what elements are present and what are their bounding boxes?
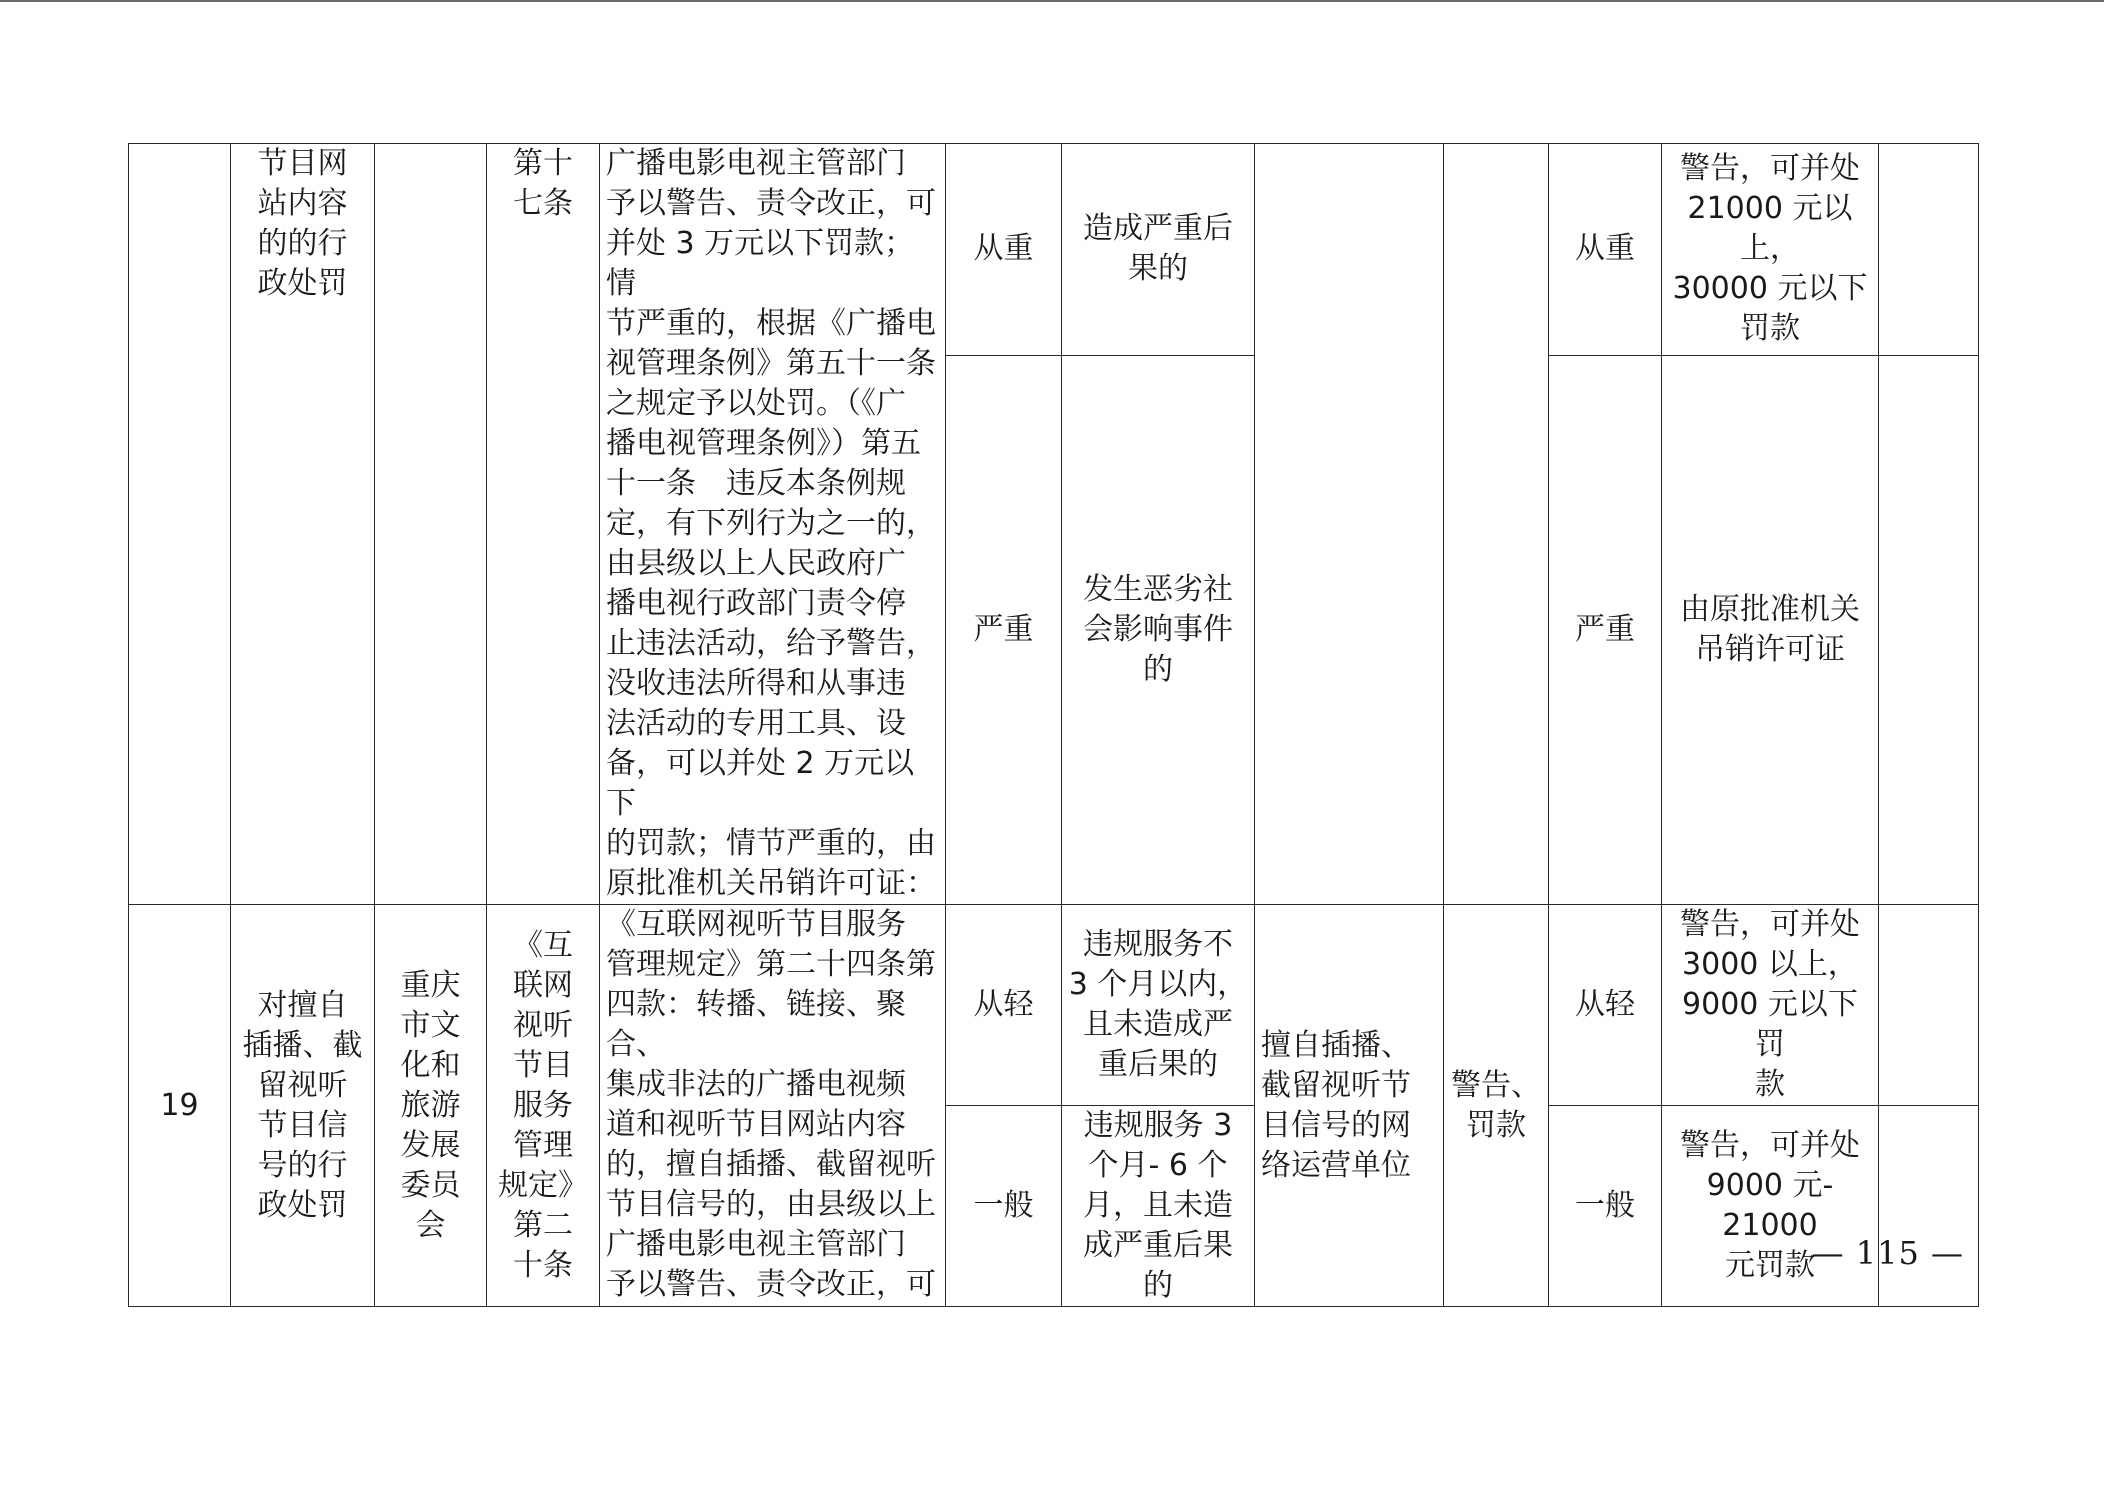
circumstance-cell: 造成严重后 果的 <box>1062 144 1255 356</box>
grade-level2-cell: 一般 <box>1549 1106 1662 1307</box>
grade-level-cell: 从重 <box>946 144 1062 356</box>
basis-cell: 广播电影电视主管部门 予以警告、责令改正，可 并处 3 万元以下罚款；情 节严重的，根据《广播电 视管理条例》第五十一条 之规定予以处罚。（《广 播电视管理条例》）第五 十一条 违反本条例规 定，有下列行为之一的， 由县级以上人民政府广 播电视行政部门责令停 止违法活动，给予警告， 没收违法所得和从事违 法活动的专用工具、设 备，可以并处 2 万元以下 的罚款；情节严重的，由 原批准机关吊销许可证： <box>600 144 946 905</box>
grade-level-cell: 严重 <box>946 355 1062 904</box>
article-cell: 《互 联网 视听 节目 服务 管理 规定》 第二 十条 <box>487 905 600 1307</box>
item-name-cell: 对擅自 插播、截 留视听 节目信 号的行 政处罚 <box>231 905 375 1307</box>
basis-cell: 《互联网视听节目服务 管理规定》第二十四条第 四款：转播、链接、聚合、 集成非法的广播电视频 道和视听节目网站内容 的，擅自插播、截留视听 节目信号的，由县级以上 广播电影电视主管部门 予以警告、责令改正，可 <box>600 905 946 1307</box>
note-cell <box>1879 1106 1979 1307</box>
dept-cell <box>375 144 487 905</box>
standard-cell: 警告，可并处 3000 以上， 9000 元以下罚 款 <box>1662 905 1879 1106</box>
table-row <box>129 905 1979 1106</box>
dept-cell: 重庆 市文 化和 旅游 发展 委员 会 <box>375 905 487 1307</box>
circumstance-cell: 违规服务不 3 个月以内， 且未造成严 重后果的 <box>1062 905 1255 1106</box>
penalty-type-cell: 警告、 罚款 <box>1444 905 1549 1307</box>
circumstance-cell: 发生恶劣社 会影响事件 的 <box>1062 355 1255 904</box>
subject-cell <box>1255 144 1444 905</box>
page-number: — 115 — <box>1811 1234 1964 1272</box>
standard-cell: 由原批准机关 吊销许可证 <box>1662 355 1879 904</box>
grade-level2-cell: 从重 <box>1549 144 1662 356</box>
standard-cell: 警告，可并处 9000 元- 21000 元罚款 <box>1662 1106 1879 1307</box>
note-cell <box>1879 144 1979 356</box>
item-name-cell: 节目网 站内容 的的行 政处罚 <box>231 144 375 905</box>
note-cell <box>1879 905 1979 1106</box>
standard-cell: 警告，可并处 21000 元以上， 30000 元以下 罚款 <box>1662 144 1879 356</box>
penalty-table <box>128 143 1979 1307</box>
grade-level2-cell: 从轻 <box>1549 905 1662 1106</box>
no-cell <box>129 144 231 905</box>
grade-level-cell: 一般 <box>946 1106 1062 1307</box>
grade-level-cell: 从轻 <box>946 905 1062 1106</box>
note-cell <box>1879 355 1979 904</box>
table-row <box>129 144 1979 356</box>
circumstance-cell: 违规服务 3 个月- 6 个 月，且未造 成严重后果 的 <box>1062 1106 1255 1307</box>
article-cell: 第十 七条 <box>487 144 600 905</box>
grade-level2-cell: 严重 <box>1549 355 1662 904</box>
top-rule <box>0 0 2104 2</box>
no-cell: 19 <box>129 905 231 1307</box>
penalty-type-cell <box>1444 144 1549 905</box>
subject-cell: 擅自插播、 截留视听节 目信号的网 络运营单位 <box>1255 905 1444 1307</box>
